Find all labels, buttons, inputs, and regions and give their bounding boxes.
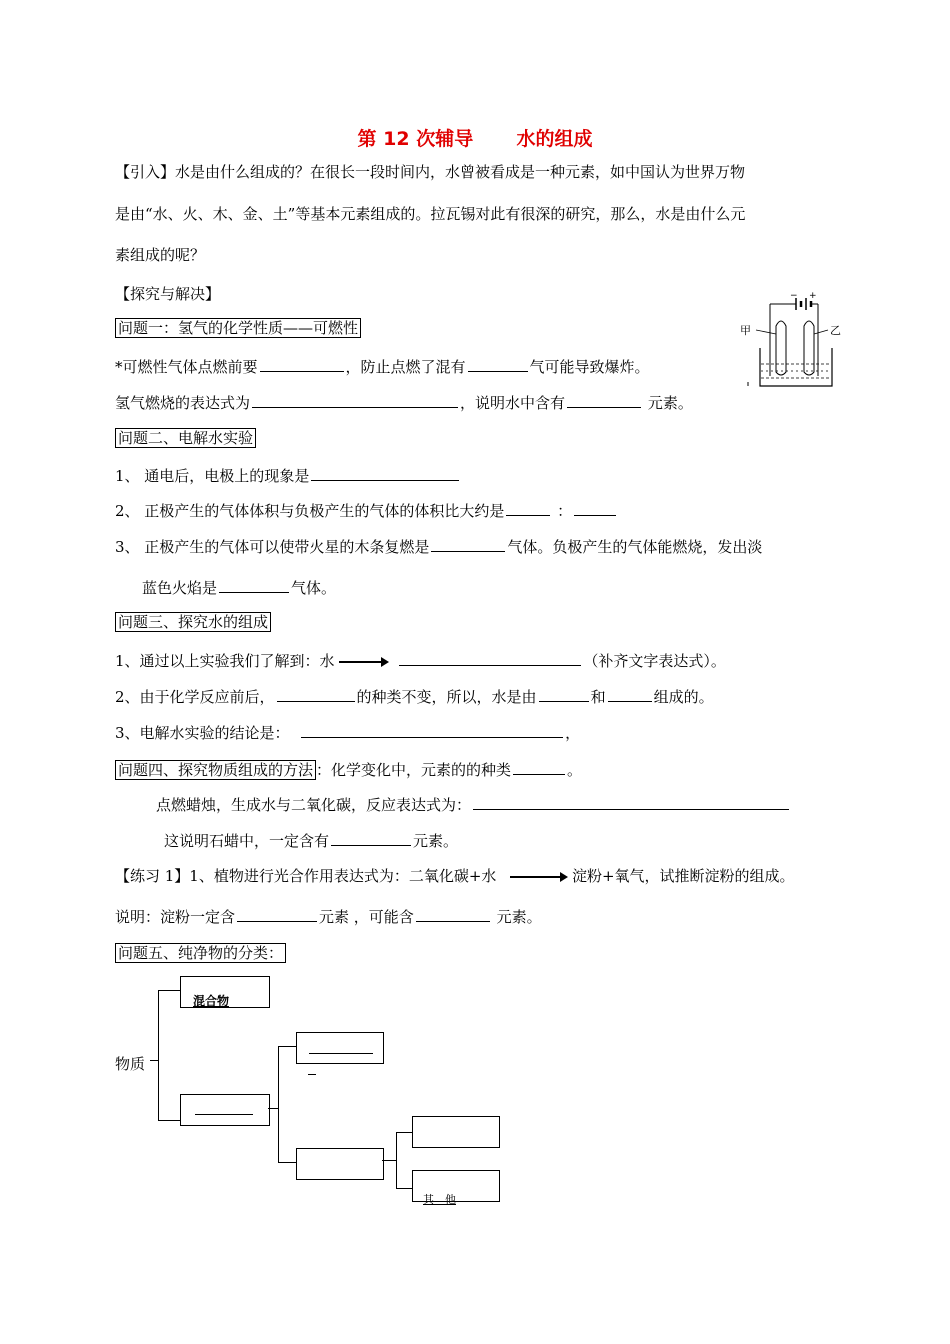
q1-heading (115, 318, 361, 338)
intro-line-1: 【引入】水是由什么组成的？在很长一段时间内，水曾被看成是一种元素，如中国认为世界万物 (115, 163, 746, 181)
arrow-icon (510, 872, 568, 882)
q3-item-3 (115, 722, 580, 743)
blank[interactable] (195, 1099, 253, 1115)
tree-connector (278, 1162, 296, 1163)
q5-heading-text: 问题五、纯净物的分类： (115, 943, 286, 963)
other-box (412, 1170, 500, 1206)
blank[interactable] (416, 906, 490, 922)
q1-l1b: ，防止点燃了混有 (345, 358, 466, 376)
blank[interactable] (309, 1038, 373, 1054)
tree-connector (158, 990, 180, 991)
q4-after-end: 。 (567, 761, 583, 779)
blank[interactable] (506, 500, 550, 516)
exercise-c: 说明：淀粉一定含 (115, 908, 236, 926)
mixture-label: 混合物 (193, 994, 230, 1008)
exercise-line-1 (115, 866, 795, 886)
q2-heading-text: 问题二、电解水实验 (115, 428, 256, 448)
q2-i3b: 气体。负极产生的气体能燃烧，发出淡 (507, 538, 763, 556)
blank[interactable] (277, 686, 355, 702)
apparatus-right-label: 乙 (830, 324, 841, 337)
electrolysis-apparatus-diagram (736, 286, 846, 390)
section-header: 【探究与解决】 (115, 285, 221, 303)
q2-i3c: 蓝色火焰是 (142, 579, 218, 597)
svg-text:+: + (809, 291, 817, 301)
blank[interactable] (567, 392, 641, 408)
tree-connector (382, 1160, 396, 1161)
q3-heading-text: 问题三、探究水的组成 (115, 612, 271, 632)
title-part1: 第 12 次辅导 (357, 128, 474, 150)
exercise-e: 元素。 (496, 908, 542, 926)
tree-root: 物质 (115, 1055, 146, 1073)
mixture-box (180, 976, 270, 1008)
q2-heading (115, 428, 256, 448)
other-label: 其 他 (423, 1193, 456, 1206)
q4-after: ：化学变化中，元素的的种类 (316, 761, 512, 779)
q2-i1: 1、 通电后，电极上的现象是 (115, 467, 310, 485)
arrow-icon (339, 657, 389, 667)
q3-i2d: 组成的。 (653, 688, 714, 706)
q2-i2b: ： (557, 502, 573, 520)
q3-item-2 (115, 686, 714, 707)
blank[interactable] (252, 392, 458, 408)
q4-candle (156, 794, 791, 815)
q4-paraffin-a: 这说明石蜡中，一定含有 (164, 832, 330, 850)
q4-paraffin-b: 元素。 (413, 832, 459, 850)
blank[interactable] (431, 536, 505, 552)
blank[interactable] (260, 356, 344, 372)
intro-line-3: 素组成的呢？ (115, 246, 206, 264)
oxide-box[interactable] (412, 1116, 500, 1148)
svg-text:−: − (790, 291, 798, 301)
element-box[interactable] (296, 1032, 384, 1064)
blank[interactable] (311, 465, 459, 481)
q3-i3b: ， (565, 724, 581, 742)
q2-i3d: 气体。 (291, 579, 337, 597)
blank[interactable] (399, 650, 581, 666)
q1-line-2 (115, 392, 693, 413)
q2-item-2 (115, 500, 618, 521)
tree-connector (150, 1060, 158, 1061)
q2-i3a: 3、 正极产生的气体可以使带火星的木条复燃是 (115, 538, 430, 556)
blank[interactable] (608, 686, 652, 702)
blank[interactable] (468, 356, 528, 372)
q4-candle-text: 点燃蜡烛，生成水与二氧化碳，反应表达式为： (156, 796, 472, 814)
q3-heading (115, 612, 271, 632)
blank[interactable] (513, 759, 565, 775)
blank[interactable] (219, 577, 289, 593)
q3-i1a: 1、通过以上实验我们了解到：水 (115, 652, 335, 670)
tree-bracket (158, 990, 159, 1120)
q2-item-1 (115, 465, 461, 486)
tree-connector (268, 1108, 278, 1109)
q1-l1c: 气可能导致爆炸。 (529, 358, 650, 376)
q2-item-3-cont (142, 577, 336, 598)
blank[interactable] (301, 722, 563, 738)
tree-connector (396, 1132, 412, 1133)
q3-i3a: 3、电解水实验的结论是： (115, 724, 290, 742)
short-dash (308, 1074, 316, 1075)
blank[interactable] (473, 794, 789, 810)
q2-item-3 (115, 536, 762, 557)
intro-line-2: 是由“水、火、木、金、土”等基本元素组成的。拉瓦锡对此有很深的研究，那么，水是由什么元 (115, 205, 746, 223)
tree-connector (158, 1120, 180, 1121)
exercise-d: 元素 ，可能含 (319, 908, 414, 926)
q1-l1a: *可燃性气体点燃前要 (115, 358, 258, 376)
exercise-b: 淀粉+氧气，试推断淀粉的组成。 (571, 867, 795, 885)
blank[interactable] (539, 686, 589, 702)
q1-heading-text: 问题一：氢气的化学性质——可燃性 (115, 318, 361, 338)
apparatus-left-label: 甲 (740, 324, 751, 337)
title-part2: 水的组成 (516, 128, 593, 150)
q2-i2a: 2、 正极产生的气体体积与负极产生的气体的体积比大约是 (115, 502, 505, 520)
tree-connector (278, 1046, 296, 1047)
tree-connector (396, 1188, 412, 1189)
q1-l2a: 氢气燃烧的表达式为 (115, 394, 251, 412)
tree-bracket (278, 1046, 279, 1162)
q4-line (115, 759, 582, 780)
pure-substance-box[interactable] (180, 1094, 270, 1126)
q1-line-1 (115, 356, 650, 377)
tree-bracket (396, 1132, 397, 1188)
q1-l2b: ，说明水中含有 (460, 394, 566, 412)
blank[interactable] (574, 500, 616, 516)
blank[interactable] (331, 830, 411, 846)
q1-l2c: 元素。 (647, 394, 693, 412)
q4-heading-text: 问题四、探究物质组成的方法 (115, 760, 316, 780)
blank[interactable] (237, 906, 317, 922)
q5-heading (115, 943, 286, 963)
exercise-a: 【练习 1】1、植物进行光合作用表达式为：二氧化碳+水 (115, 867, 497, 885)
q3-i1b: （补齐文字表达式）。 (583, 652, 726, 670)
exercise-line-2 (115, 906, 542, 927)
compound-box[interactable] (296, 1148, 384, 1180)
q4-paraffin (164, 830, 458, 851)
q3-item-1 (115, 650, 726, 671)
q3-i2b: 的种类不变，所以，水是由 (356, 688, 537, 706)
q3-i2c: 和 (590, 688, 606, 706)
q3-i2a: 2、由于化学反应前后， (115, 688, 275, 706)
page-title (0, 124, 950, 151)
